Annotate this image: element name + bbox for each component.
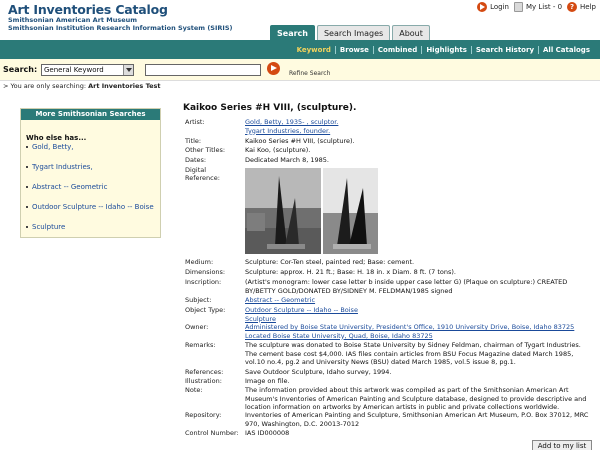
sidebar-link-tygart[interactable]: Tygart Industries, xyxy=(26,162,160,172)
sculpture-image-side[interactable] xyxy=(323,168,378,254)
artist-link-tygart[interactable]: Tygart Industries, founder. xyxy=(245,126,331,135)
sculpture-image-front[interactable] xyxy=(245,168,321,254)
search-go-button[interactable] xyxy=(267,62,280,75)
add-to-list-button[interactable]: Add to my list xyxy=(532,440,592,450)
search-bar xyxy=(0,59,600,81)
record-title: Kaikoo Series #H VIII, (sculpture). xyxy=(183,103,357,113)
tab-search[interactable]: Search xyxy=(270,25,315,40)
searching-scope: > You are only searching: Art Inventories Test xyxy=(3,82,161,90)
subject-link[interactable]: Abstract -- Geometric xyxy=(245,296,316,304)
help-icon: ? xyxy=(567,2,577,12)
list-icon xyxy=(514,2,523,12)
who-else-list xyxy=(26,142,160,232)
tab-search-images[interactable]: Search Images xyxy=(317,25,390,40)
search-label: Search: xyxy=(3,65,38,74)
chevron-down-icon xyxy=(123,65,133,75)
who-else-heading: Who else has... xyxy=(26,134,87,142)
search-input[interactable] xyxy=(145,64,261,76)
more-searches-panel xyxy=(20,108,161,238)
help-link[interactable]: ? Help xyxy=(567,2,596,12)
sidebar-link-sculpture[interactable]: Sculpture xyxy=(26,222,160,232)
my-list-link[interactable]: My List - 0 xyxy=(514,2,562,12)
refine-search-link[interactable]: Refine Search xyxy=(289,70,331,77)
siris-name: Smithsonian Institution Research Information System (SIRIS) xyxy=(8,24,233,32)
nav-combined[interactable]: Combined xyxy=(373,46,421,54)
object-type-link-sculpture[interactable]: Sculpture xyxy=(245,314,276,323)
nav-browse[interactable]: Browse xyxy=(335,46,373,54)
sidebar-link-gold[interactable]: Gold, Betty, xyxy=(26,142,160,152)
owner-link-administered[interactable]: Administered by Boise State University, President's Office, 1910 University Drive, Boise, Idaho 83725 xyxy=(245,323,575,331)
tab-about[interactable]: About xyxy=(392,25,430,40)
search-nav xyxy=(0,40,600,59)
owner-link-located[interactable]: Located Boise State University, Quad, Boise, Idaho 83725 xyxy=(245,331,433,340)
sidebar-link-abstract[interactable]: Abstract -- Geometric xyxy=(26,182,160,192)
artist-link-gold[interactable]: Gold, Betty, 1935- , sculptor. xyxy=(245,118,339,126)
nav-search-history[interactable]: Search History xyxy=(471,46,538,54)
sidebar-link-outdoor-sculpture[interactable]: Outdoor Sculpture -- Idaho -- Boise xyxy=(26,202,160,212)
main-tabs xyxy=(270,25,430,40)
login-link[interactable]: Login xyxy=(477,2,509,12)
object-type-link-outdoor[interactable]: Outdoor Sculpture -- Idaho -- Boise xyxy=(245,306,358,314)
search-type-select[interactable]: General Keyword xyxy=(41,64,134,76)
panel-heading: More Smithsonian Searches xyxy=(21,109,160,120)
login-icon xyxy=(477,2,487,12)
museum-name: Smithsonian American Art Museum xyxy=(8,16,138,24)
nav-highlights[interactable]: Highlights xyxy=(421,46,471,54)
nav-keyword[interactable]: Keyword xyxy=(296,45,331,54)
nav-all-catalogs[interactable]: All Catalogs xyxy=(538,46,594,54)
top-links xyxy=(477,2,596,12)
catalog-title[interactable]: Art Inventories Catalog xyxy=(8,2,168,17)
